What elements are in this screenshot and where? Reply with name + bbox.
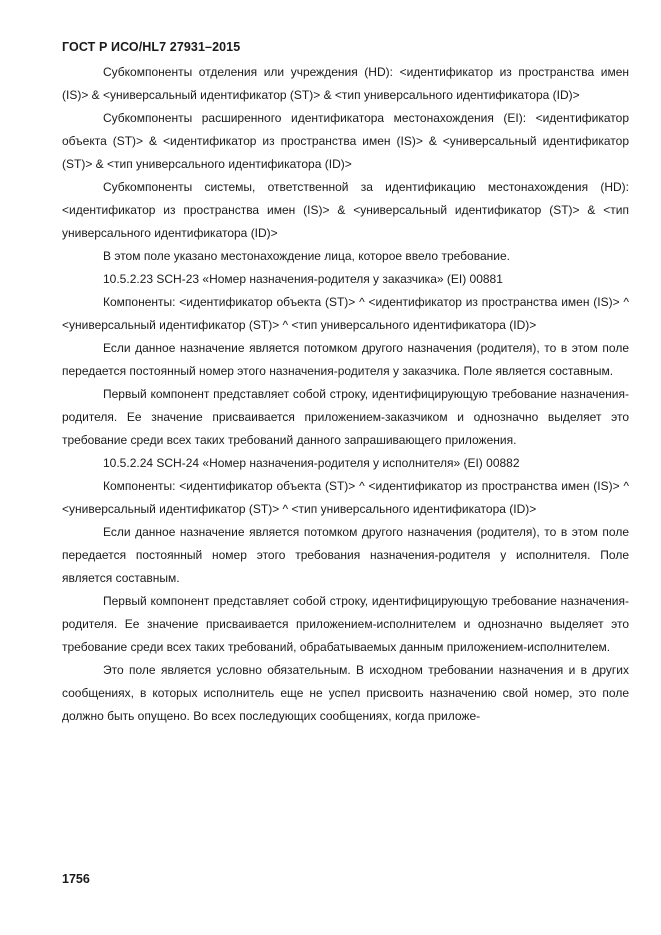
paragraph-location-note: В этом поле указано местонахождение лица, которое ввело требование. — [103, 249, 510, 263]
standard-header: ГОСТ Р ИСО/HL7 27931–2015 — [62, 40, 241, 54]
paragraph-conditional-requirement: Это поле является условно обязательным. В исходном требовании назначения и в других сообщениях, в которых исполнитель еще не успел присвоить назначению свой номер, это поле должно быть опущено. Во всех последующих сообщениях, когда приложе- — [62, 663, 629, 723]
section-heading-sch-23: 10.5.2.23 SCH-23 «Номер назначения-родителя у заказчика» (EI) 00881 — [103, 272, 503, 286]
paragraph-sch-24-description: Если данное назначение является потомком другого назначения (родителя), то в этом поле передается постоянный номер этого требования назначения-родителя у исполнителя. Поле является составным. — [62, 525, 629, 585]
paragraph-system-subcomponents: Субкомпоненты системы, ответственной за идентификацию местонахождения (HD): <идентификатор из пространства имен (IS)> & <универсальный идентификатор (ST)> & <тип универсального идентификатора (ID)> — [62, 180, 629, 240]
paragraph-hd-subcomponents: Субкомпоненты отделения или учреждения (HD): <идентификатор из пространства имен (IS)> & <универсальный идентификатор (ST)> & <тип универсального идентификатора (ID)> — [62, 65, 629, 102]
section-heading-sch-24: 10.5.2.24 SCH-24 «Номер назначения-родителя у исполнителя» (EI) 00882 — [103, 456, 520, 470]
page-number: 1756 — [62, 872, 90, 886]
paragraph-sch-23-description: Если данное назначение является потомком другого назначения (родителя), то в этом поле передается постоянный номер этого назначения-родителя у заказчика. Поле является составным. — [62, 341, 629, 378]
paragraph-sch-23-first-component: Первый компонент представляет собой строку, идентифицирующую требование назначения-родителя. Ее значение присваивается приложением-заказчиком и однозначно выделяет это требование среди всех таких требований данного запрашивающего приложения. — [62, 387, 629, 447]
paragraph-sch-24-components: Компоненты: <идентификатор объекта (ST)> ^ <идентификатор из пространства имен (IS)> ^ <универсальный идентификатор (ST)> ^ <тип универсального идентификатора (ID)> — [62, 479, 629, 516]
paragraph-ei-subcomponents: Субкомпоненты расширенного идентификатора местонахождения (EI): <идентификатор объекта (ST)> & <идентификатор из пространства имен (IS)> & <универсальный идентификатор (ST)> & <тип универсального идентификатора (ID)> — [62, 111, 629, 171]
document-body — [62, 61, 629, 728]
paragraph-sch-24-first-component: Первый компонент представляет собой строку, идентифицирующую требование назначения-родителя. Ее значение присваивается приложением-исполнителем и однозначно выделяет это требование среди всех таких требований, обрабатываемых данным приложением-исполнителем. — [62, 594, 629, 654]
paragraph-sch-23-components: Компоненты: <идентификатор объекта (ST)> ^ <идентификатор из пространства имен (IS)> ^ <универсальный идентификатор (ST)> ^ <тип универсального идентификатора (ID)> — [62, 295, 629, 332]
